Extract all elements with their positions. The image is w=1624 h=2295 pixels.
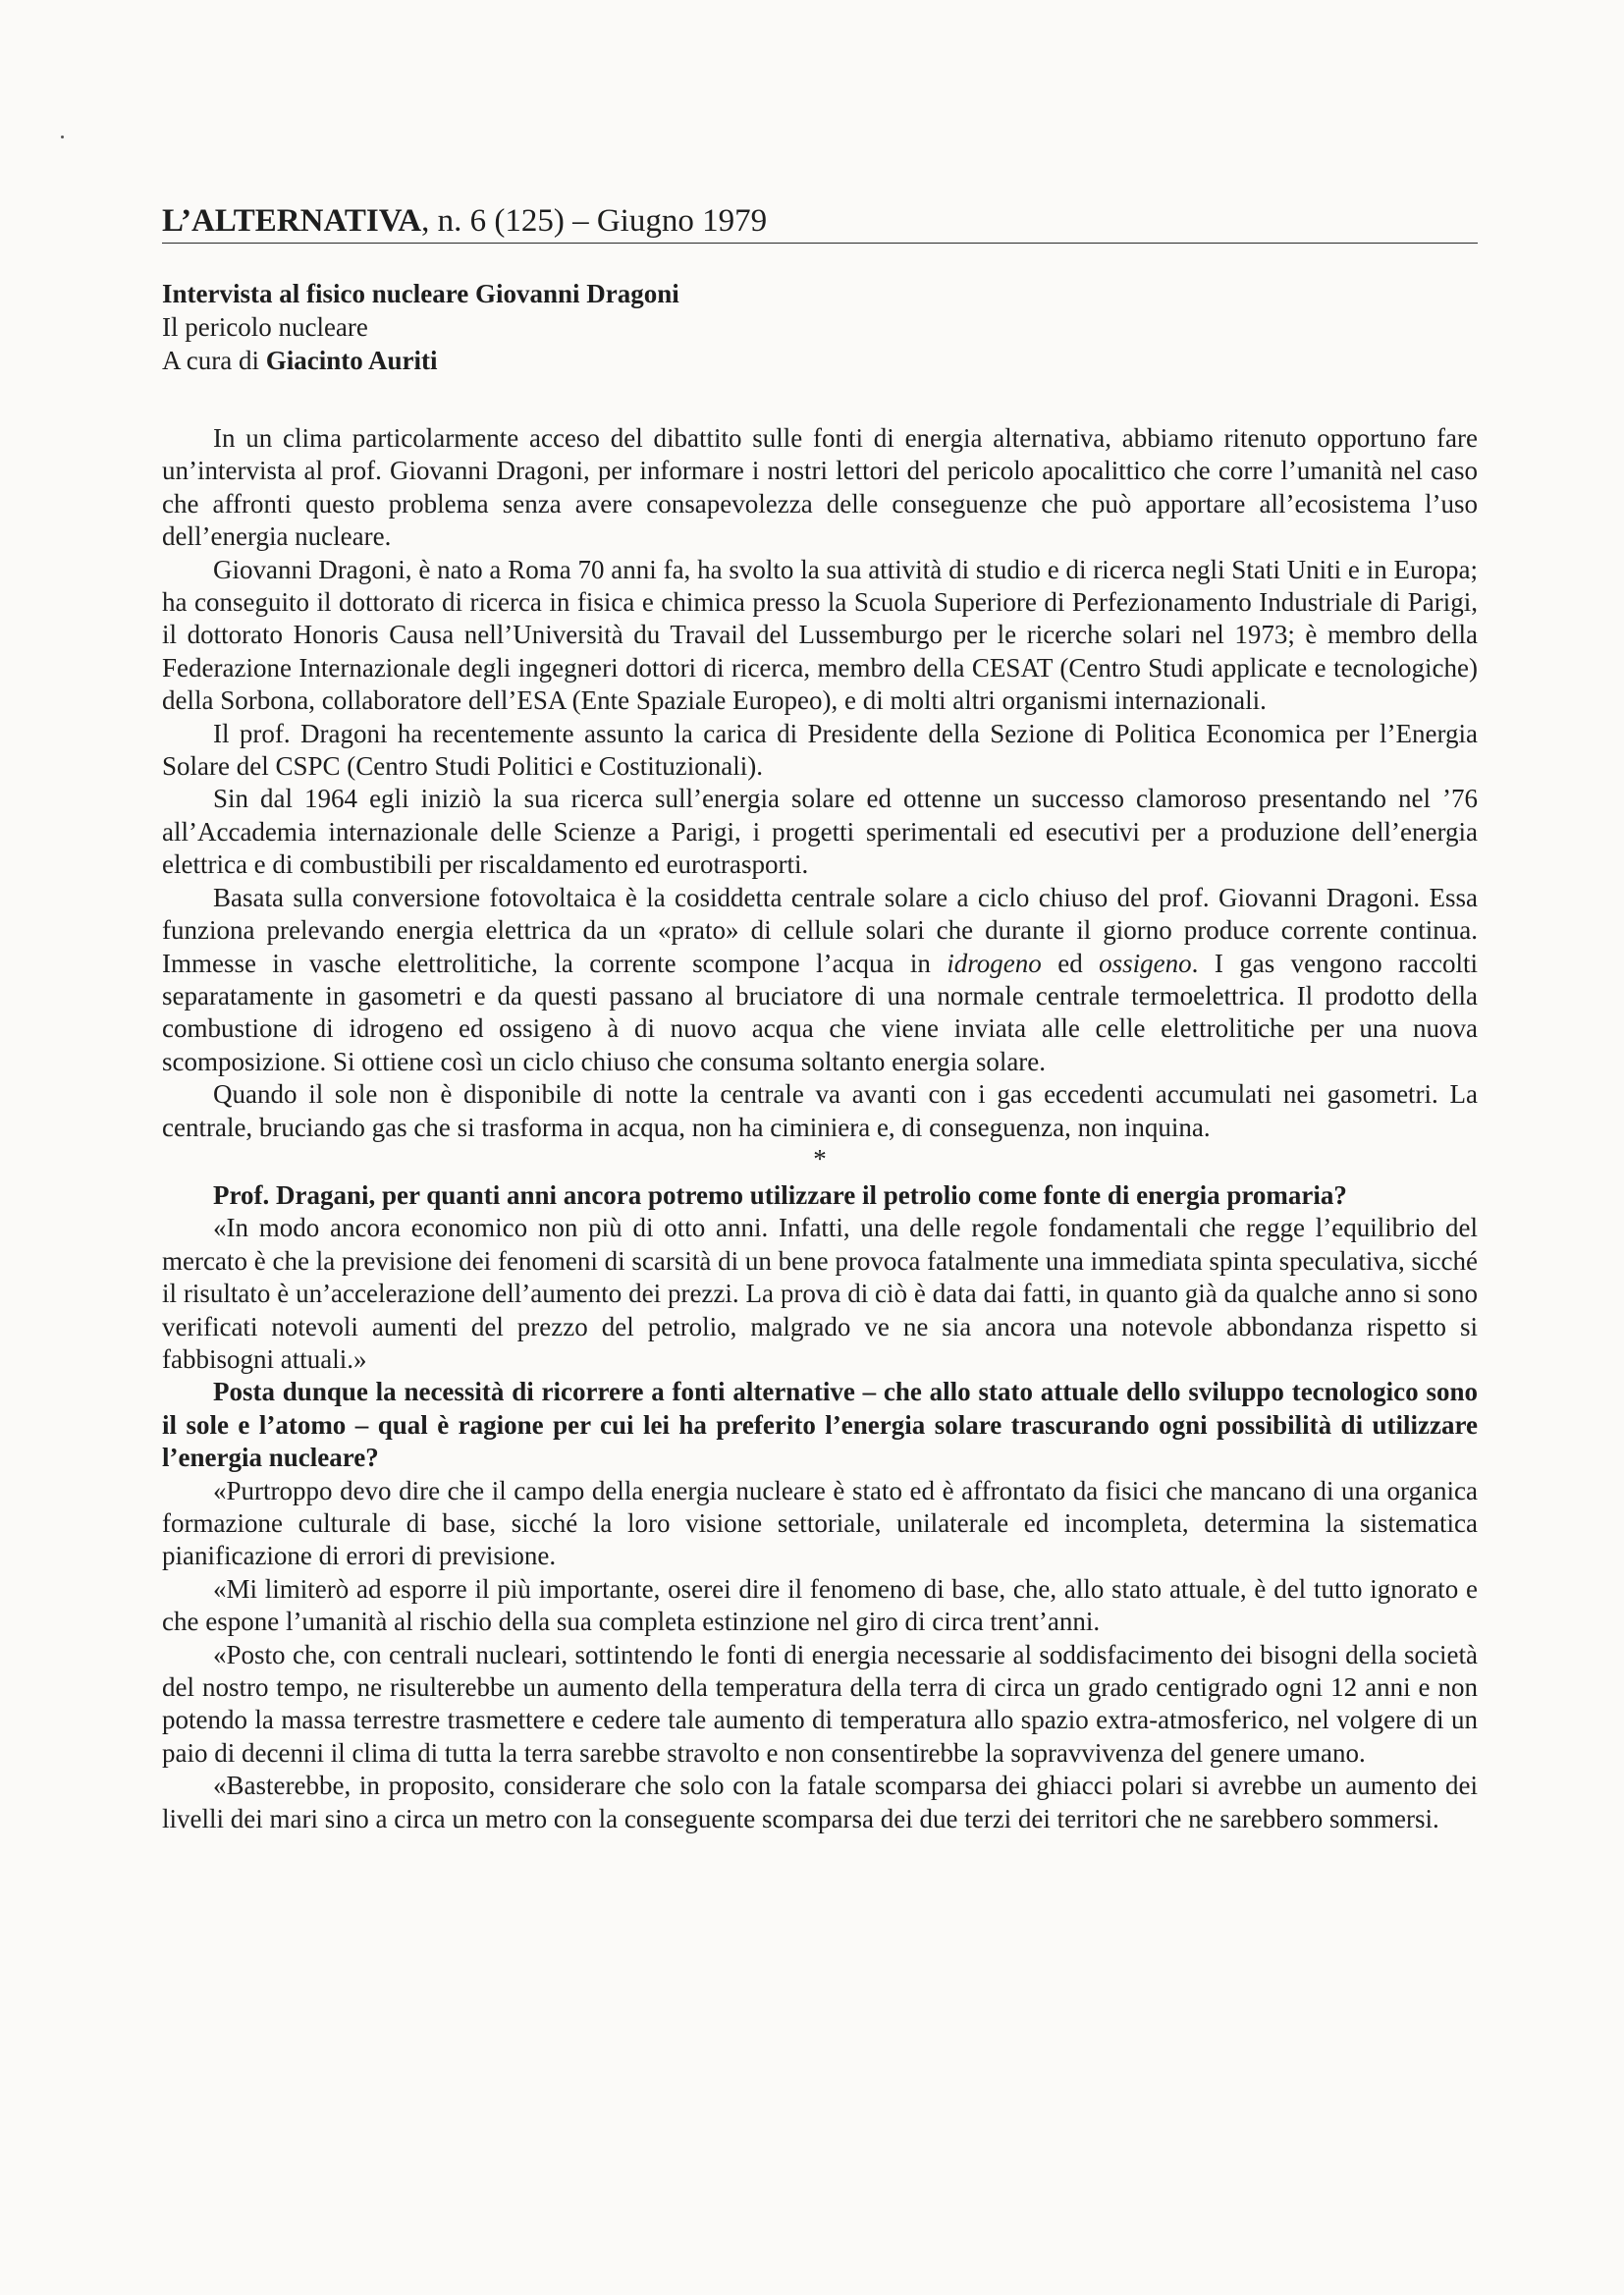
- answer-2-paragraph: «Purtroppo devo dire che il campo della energia nucleare è stato ed è affrontato da fisici che mancano di una organica formazione culturale di base, sicché la loro visione settoriale, unilaterale ed incompleta, determina la sistematica pianificazione di errori di previsione.: [162, 1475, 1478, 1571]
- document-page: [162, 201, 1478, 1835]
- answer-1: «In modo ancora economico non più di otto anni. Infatti, una delle regole fondamentali che regge l’equilibrio del mercato è che la previsione dei fenomeni di scarsità di un bene provoca fatalmente una immediata spinta speculativa, sicché il risultato è un’accelerazione dell’aumento dei prezzi. La prova di ciò è data dai fatti, in quanto già da qualche anno si sono verificati notevoli aumenti del prezzo del petrolio, malgrado ve ne sia ancora una notevole abbondanza rispetto si fabbisogni attuali.»: [162, 1213, 1478, 1374]
- byline-prefix: A cura di: [162, 346, 266, 375]
- question-2: Posta dunque la necessità di ricorrere a fonti alternative – che allo stato attuale dello sviluppo tecnologico sono il sole e l’atomo – qual è ragione per cui lei ha preferito l’energia solare trascurando ogni possibilità di utilizzare l’energia nucleare?: [162, 1377, 1478, 1473]
- answer-2-paragraph: «Basterebbe, in proposito, considerare che solo con la fatale scomparsa dei ghiacci polari si avrebbe un aumento dei livelli dei mari sino a circa un metro con la conseguente scomparsa dei due terzi dei territori che ne sarebbero sommersi.: [162, 1771, 1478, 1833]
- article-heading: [162, 277, 1478, 377]
- question-1: Prof. Dragani, per quanti anni ancora potremo utilizzare il petrolio come fonte di energia promaria?: [213, 1179, 1347, 1210]
- solar-italic-1: idrogeno: [947, 948, 1042, 978]
- research-paragraph: Sin dal 1964 egli iniziò la sua ricerca sull’energia solare ed ottenne un successo clamoroso presentando nel ’76 all’Accademia internazionale delle Scienze a Parigi, i progetti sperimentali ed esecutivi per a produzione dell’energia elettrica e di combustibili per riscaldamento ed eurotrasporti.: [162, 784, 1478, 880]
- article-subtitle: Il pericolo nucleare: [162, 312, 368, 342]
- bio-paragraph: Giovanni Dragoni, è nato a Roma 70 anni fa, ha svolto la sua attività di studio e di ricerca negli Stati Uniti e in Europa; ha conseguito il dottorato di ricerca in fisica e chimica presso la Scuola Superiore di Perfezionamento Industriale di Parigi, il dottorato Honoris Causa nell’Università du Travail del Lussemburgo per le ricerche solari nel 1973; è membro della Federazione Internazionale degli ingegneri dottori di ricerca, membro della CESAT (Centro Studi applicate e tecnologiche) della Sorbona, collaboratore dell’ESA (Ente Spaziale Europeo), e di molti altri organismi internazionali.: [162, 554, 1478, 716]
- masthead: [162, 201, 1478, 244]
- intro-paragraph: In un clima particolarmente acceso del dibattito sulle fonti di energia alternativa, abbiamo ritenuto opportuno fare un’intervista al prof. Giovanni Dragoni, per informare i nostri lettori del pericolo apocalittico che corre l’umanità nel caso che affronti questo problema senza avere consapevolezza delle conseguenze che può apportare all’ecosistema l’uso dell’energia nucleare.: [162, 423, 1478, 552]
- solar-text-2: ed: [1041, 948, 1100, 978]
- publication-name: L’ALTERNATIVA: [162, 203, 422, 239]
- byline: [162, 344, 1478, 377]
- section-separator: *: [813, 1143, 827, 1174]
- scan-speck: [61, 136, 64, 138]
- solar-text-1: Basata sulla conversione fotovoltaica è la cosiddetta centrale solare a ciclo chiuso del prof. Giovanni Dragoni. Essa funziona prelevando energia elettrica da un «prato» di cellule solari che durante il giorno produce corrente continua. Immesse in vasche elettrolitiche, la corrente scompone l’acqua in: [162, 882, 1478, 978]
- role-paragraph: Il prof. Dragoni ha recentemente assunto la carica di Presidente della Sezione di Politica Economica per l’Energia Solare del CSPC (Centro Studi Politici e Costituzionali).: [162, 718, 1478, 782]
- night-paragraph: Quando il sole non è disponibile di notte la centrale va avanti con i gas eccedenti accumulati nei gasometri. La centrale, bruciando gas che si trasforma in acqua, non ha ciminiera e, di conseguenza, non inquina.: [162, 1079, 1478, 1142]
- article-body: [162, 422, 1478, 1835]
- solar-plant-paragraph: [162, 882, 1478, 1078]
- byline-author: Giacinto Auriti: [265, 346, 438, 375]
- issue-info: , n. 6 (125) – Giugno 1979: [421, 203, 768, 239]
- answer-2-paragraph: «Mi limiterò ad esporre il più importante, oserei dire il fenomeno di base, che, allo stato attuale, è del tutto ignorato e che espone l’umanità al rischio della sua completa estinzione nel giro di circa trent’anni.: [162, 1573, 1478, 1637]
- solar-text-3: . I gas vengono raccolti separatamente in gasometri e da questi passano al bruciatore di una normale centrale termoelettrica. Il prodotto della combustione di idrogeno ed ossigeno à di nuovo acqua che viene inviata alle celle elettrolitiche per una nuova scomposizione. Si ottiene così un ciclo chiuso che consuma soltanto energia solare.: [162, 948, 1479, 1076]
- article-title: Intervista al fisico nucleare Giovanni Dragoni: [162, 279, 679, 308]
- solar-italic-2: ossigeno: [1099, 948, 1192, 978]
- answer-2-paragraph: «Posto che, con centrali nucleari, sottintendo le fonti di energia necessarie al soddisfacimento dei bisogni della società del nostro tempo, ne risulterebbe un aumento della temperatura della terra di circa un grado centigrado ogni 12 anni e non potendo la massa terrestre trasmettere e cedere tale aumento di temperatura allo spazio extra-atmosferico, nel volgere di un paio di decenni il clima di tutta la terra sarebbe stravolto e non consentirebbe la sopravvivenza del genere umano.: [162, 1639, 1478, 1768]
